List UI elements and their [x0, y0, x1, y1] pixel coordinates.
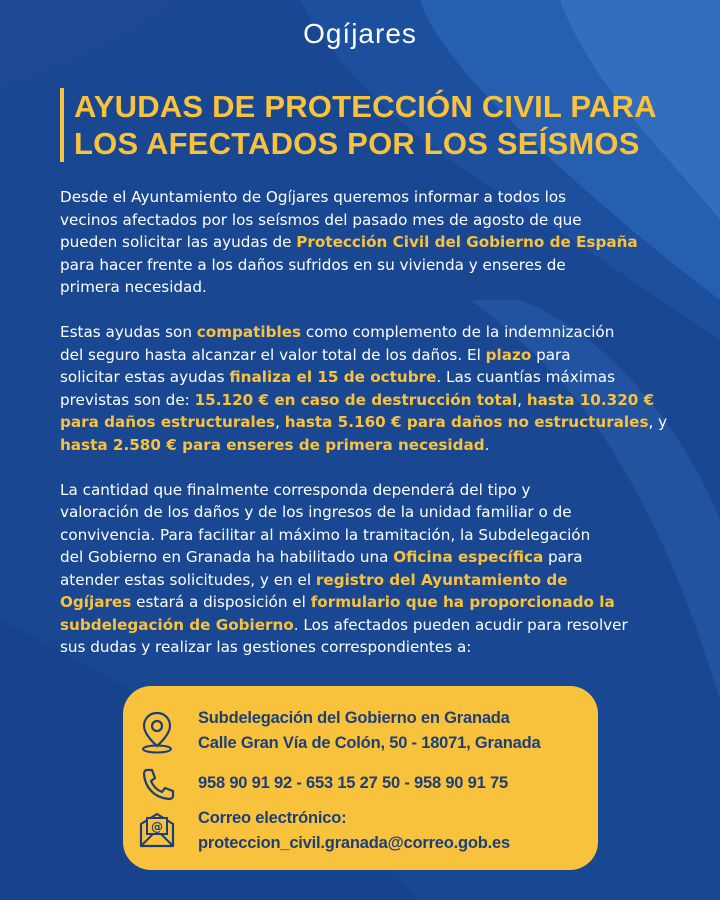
highlight-subdelegacion: subdelegación de Gobierno [60, 615, 294, 634]
address-line-2: Calle Gran Vía de Colón, 50 - 18071, Granada [198, 734, 541, 752]
text-line [60, 344, 675, 367]
paragraph-procedure [60, 479, 675, 659]
text-line [60, 614, 675, 637]
svg-text:@: @ [151, 820, 163, 834]
text-line: sus dudas y realizar las gestiones correspondientes a: [60, 638, 472, 656]
contact-card [123, 686, 598, 870]
highlight-formulario: formulario que ha proporcionado la [310, 593, 615, 611]
text-line: vecinos afectados por los seísmos del pasado mes de agosto de que [60, 210, 582, 229]
location-pin-icon [137, 710, 177, 754]
highlight-registro: registro del Ayuntamiento de [315, 570, 568, 589]
contact-phones [123, 768, 598, 800]
text-line [60, 321, 675, 344]
highlight-amount-nonstructural: hasta 5.160 € para daños no estructurales [284, 413, 649, 431]
text-segment: solicitar estas ayudas [60, 368, 230, 386]
highlight-plazo: plazo [485, 345, 532, 364]
text-segment: del seguro hasta alcanzar el valor total de los daños. El [60, 345, 486, 364]
highlight-proteccion-civil: Protección Civil del Gobierno de España [296, 233, 638, 251]
text-line [60, 546, 675, 569]
text-segment: estará a disposición el [131, 593, 311, 611]
contact-email [123, 806, 598, 858]
address-line-1: Subdelegación del Gobierno en Granada [198, 709, 510, 727]
email-address-link[interactable]: proteccion_civil.granada@correo.gob.es [198, 834, 510, 852]
email-label: Correo electrónico: [198, 809, 347, 827]
text-line [60, 434, 675, 457]
text-segment: atender estas solicitudes, y en el [60, 570, 316, 589]
text-segment: . Los afectados pueden acudir para resolver [293, 615, 628, 634]
text-segment: . Las cuantías máximas [436, 368, 615, 386]
text-line: primera necesidad. [60, 278, 207, 296]
highlight-compatibles: compatibles [196, 323, 302, 341]
text-line [60, 569, 675, 592]
email-text [198, 806, 510, 856]
phones-text: 958 90 91 92 - 653 15 27 50 - 958 90 91 75 [198, 774, 508, 792]
highlight-amount-total: 15.120 € en caso de destrucción total [194, 390, 518, 409]
text-line [60, 411, 675, 434]
highlight-oficina: Oficina específica [393, 548, 544, 566]
text-segment: Estas ayudas son [60, 323, 197, 341]
text-segment: para [531, 345, 571, 364]
title-line-2: LOS AFECTADOS POR LOS SEÍSMOS [74, 126, 640, 161]
highlight-amount-enseres: hasta 2.580 € para enseres de primera necesidad [60, 435, 485, 454]
text-segment: , [275, 413, 285, 431]
text-segment: , y [648, 413, 668, 431]
text-segment: , [517, 390, 527, 409]
body-text [60, 186, 675, 681]
page-title [60, 88, 694, 162]
text-line: valoración de los daños y de los ingresos de la unidad familiar o de [60, 503, 572, 521]
phone-icon [137, 766, 177, 802]
highlight-deadline: finaliza el 15 de octubre [229, 368, 437, 386]
text-segment: del Gobierno en Granada ha habilitado una [60, 548, 394, 566]
text-line [60, 231, 675, 254]
text-line [60, 389, 675, 412]
email-icon [137, 806, 177, 850]
text-segment: . [484, 435, 490, 454]
text-line: convivencia. Para facilitar al máximo la tramitación, la Subdelegación [60, 525, 591, 544]
highlight-ogijares: Ogíjares [60, 593, 132, 611]
text-line: Desde el Ayuntamiento de Ogíjares queremos informar a todos los [60, 188, 567, 206]
text-segment: pueden solicitar las ayudas de [60, 233, 297, 251]
text-line [60, 366, 675, 389]
highlight-amount-structural-cont: para daños estructurales [60, 413, 276, 431]
text-segment: como complemento de la indemnización [301, 323, 615, 341]
text-line: para hacer frente a los daños sufridos en su vivienda y enseres de [60, 255, 566, 274]
address-text [198, 706, 540, 756]
text-segment: para [543, 548, 583, 566]
ogijares-logo: Ogíjares [303, 18, 417, 49]
paragraph-amounts [60, 321, 675, 456]
text-line: La cantidad que finalmente corresponda dependerá del tipo y [60, 480, 531, 499]
contact-address [123, 706, 598, 760]
highlight-amount-structural: hasta 10.320 € [526, 390, 655, 409]
title-line-1: AYUDAS DE PROTECCIÓN CIVIL PARA [74, 89, 657, 124]
paragraph-intro [60, 186, 675, 299]
text-segment: previstas son de: [60, 390, 195, 409]
text-line [60, 591, 675, 614]
